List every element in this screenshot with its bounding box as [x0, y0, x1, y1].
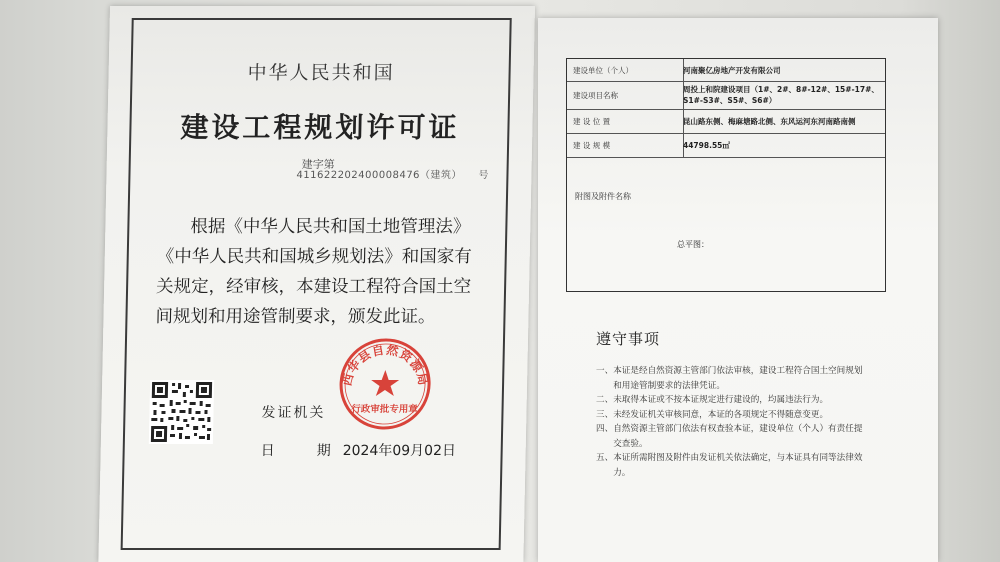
table-row — [567, 133, 885, 158]
site-plan-label: 总平图： — [677, 240, 709, 249]
list-item: 二、未取得本证或不按本证规定进行建设的，均属违法行为。 — [596, 395, 829, 405]
table-row — [567, 59, 885, 82]
official-seal — [336, 336, 434, 432]
right-page — [538, 18, 938, 562]
row-value: 周投上和院建设项目（1#、2#、8#-12#、15#-17#、S1#-S3#、S5#、S6#） — [683, 85, 879, 105]
notice-list — [596, 364, 916, 480]
seal-top-text: 西华县自然资源局 — [339, 342, 431, 388]
row-label: 建设单位（个人） — [567, 59, 684, 81]
qr-code — [149, 380, 214, 444]
issue-date: 2024年09月02日 — [342, 443, 457, 459]
date-label: 日 期 — [260, 443, 345, 459]
attachments-label: 附图及附件名称 — [575, 192, 631, 201]
country-heading: 中华人民共和国 — [247, 62, 395, 84]
left-page — [98, 6, 535, 562]
qr-code-icon — [149, 380, 214, 444]
certificate-title: 建设工程规划许可证 — [180, 111, 460, 144]
row-label: 建 设 规 模 — [567, 133, 684, 157]
certificate-number-suffix: 号 — [478, 170, 489, 181]
table-row — [567, 81, 885, 110]
issuing-authority-label: 发证机关 — [261, 405, 326, 421]
row-label: 建 设 位 置 — [567, 109, 684, 133]
project-info-table — [566, 58, 886, 292]
certificate-number-prefix: 建字第 — [301, 158, 335, 171]
notice-title: 遵守事项 — [596, 330, 661, 348]
list-item: 力。 — [596, 467, 631, 478]
list-item: 四、自然资源主管部门依法有权查验本证，建设单位（个人）有责任提 — [596, 424, 863, 434]
list-item: 和用途管制要求的法律凭证。 — [596, 380, 725, 391]
list-item: 交查验。 — [596, 438, 648, 449]
list-item: 三、未经发证机关审核同意，本证的各项规定不得随意变更。 — [596, 409, 829, 420]
list-item: 五、本证所需附图及附件由发证机关依法确定，与本证具有同等法律效 — [596, 453, 863, 463]
row-value: 河南聚亿房地产开发有限公司 — [683, 65, 781, 75]
certificate-body-text: 根据《中华人民共和国土地管理法》《中华人民共和国城乡规划法》和国家有关规定，经审核，本建设工程符合国土空间规划和用途管制要求，颁发此证。 — [155, 217, 472, 327]
red-seal-icon — [336, 336, 434, 432]
seal-bottom-text: 行政审批专用章 — [351, 404, 418, 415]
row-value: 昆山路东侧、梅麻塘路北侧、东风运河东河南路南侧 — [683, 116, 856, 126]
row-value: 44798.55㎡ — [683, 140, 730, 150]
table-row — [567, 109, 885, 134]
list-item: 一、本证是经自然资源主管部门依法审核，建设工程符合国土空间规划 — [596, 366, 863, 376]
row-label: 建设项目名称 — [567, 81, 684, 109]
certificate-number: 411622202400008476（建筑） — [296, 170, 463, 181]
